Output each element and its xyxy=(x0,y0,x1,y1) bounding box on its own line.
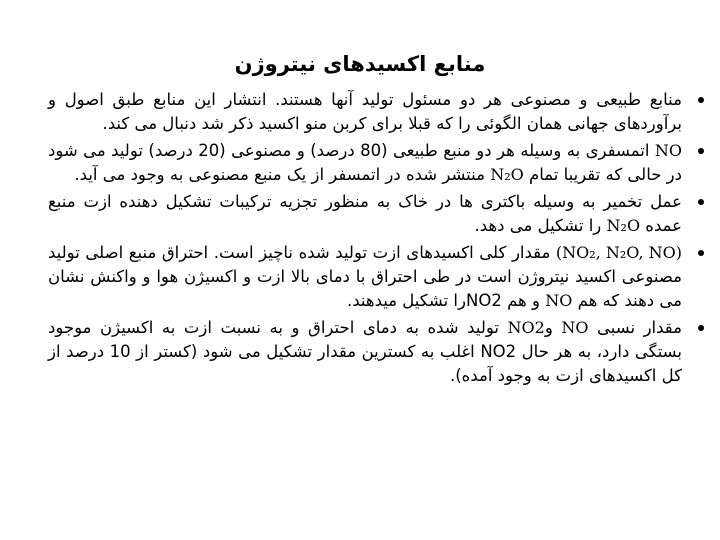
formula: NO2 xyxy=(507,318,545,337)
bullet-text: را تشکیل می دهد. xyxy=(474,216,607,235)
bullet-text: تولید شده به دمای احتراق و به نسبت ازت به اکسیژن موجود بستگی دارد، به هر حال NO2 اغلب به کسترین مقدار تشکیل می شود (کستر از 10 درصد از کل اکسیدهای ازت به وجود آمده). xyxy=(48,318,682,385)
bullet-text: مقدار نسبی xyxy=(588,318,682,337)
bullet-dot-icon xyxy=(698,97,704,103)
formula: (NO₂, N₂O, NO) xyxy=(555,243,682,262)
list-item xyxy=(48,190,704,238)
bullet-text: و xyxy=(544,318,562,337)
bullet-text: منتشر شده در اتمسفر از یک منبع مصنوعی به وجود می آید. xyxy=(74,165,491,184)
formula: N₂O xyxy=(606,216,641,235)
bullet-list xyxy=(48,88,704,391)
bullet-text: عمل تخمیر به وسیله باکتری ها در خاک به منظور تجزیه ترکیبات تشکیل دهنده ازت منبع عمده xyxy=(48,192,682,235)
bullet-dot-icon xyxy=(698,325,704,331)
formula: NO xyxy=(545,291,573,310)
list-item xyxy=(48,88,704,136)
formula: NO xyxy=(561,318,589,337)
list-item xyxy=(48,316,704,388)
bullet-dot-icon xyxy=(698,199,704,205)
bullet-text: اتمسفری به وسیله هر دو منبع طبیعی (80 درصد) و مصنوعی (20 درصد) تولید می شود در حالی که تقریبا تمام xyxy=(48,141,682,184)
formula: N₂O xyxy=(490,165,524,184)
list-item xyxy=(48,139,704,187)
bullet-dot-icon xyxy=(698,148,704,154)
formula: NO xyxy=(654,141,683,160)
page-title: منابع اکسیدهای نیتروژن xyxy=(234,52,486,76)
bullet-dot-icon xyxy=(698,250,704,256)
bullet-text: منابع طبیعی و مصنوعی هر دو مسئول تولید آنها هستند. انتشار این منابع طبق اصول و برآوردهای جهانی همان الگوئی را که قبلا برای کربن منو اکسید ذکر شد دنبال می کند. xyxy=(48,90,682,133)
list-item xyxy=(48,241,704,313)
bullet-text: و هم NO2را تشکیل میدهند. xyxy=(346,291,546,310)
bullet-text: مقدار کلی اکسیدهای ازت تولید شده ناچیز است. احتراق منبع اصلی تولید مصنوعی اکسید نیتروژن است در طی احتراق با دمای بالا ازت و اکسیژن هوا و واکنش نشان می دهند که هم xyxy=(48,243,682,310)
